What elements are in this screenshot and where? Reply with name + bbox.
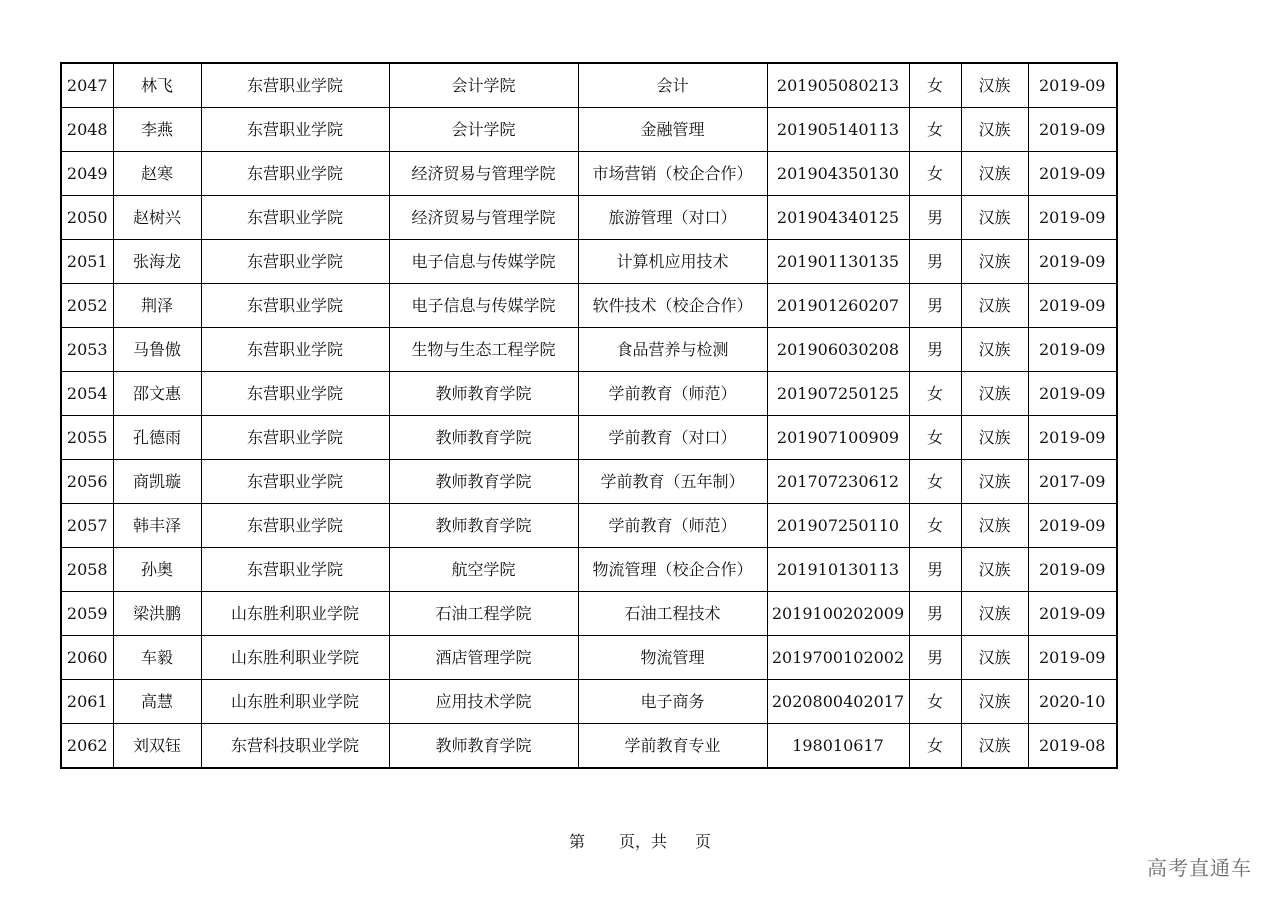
cell-name: 商凯璇 (113, 460, 201, 504)
cell-gender: 男 (909, 636, 961, 680)
cell-name: 韩丰泽 (113, 504, 201, 548)
table-row (61, 504, 1117, 548)
cell-gender: 女 (909, 372, 961, 416)
cell-seq-no: 2060 (61, 636, 113, 680)
cell-college: 应用技术学院 (389, 680, 578, 724)
cell-seq-no: 2049 (61, 152, 113, 196)
cell-school: 东营职业学院 (201, 372, 389, 416)
cell-enroll-date: 2019-09 (1028, 108, 1117, 152)
cell-enroll-date: 2019-09 (1028, 548, 1117, 592)
cell-gender: 男 (909, 328, 961, 372)
cell-school: 山东胜利职业学院 (201, 592, 389, 636)
cell-college: 经济贸易与管理学院 (389, 196, 578, 240)
cell-name: 李燕 (113, 108, 201, 152)
cell-student-id: 2020800402017 (767, 680, 909, 724)
cell-ethnicity: 汉族 (961, 504, 1028, 548)
cell-name: 张海龙 (113, 240, 201, 284)
cell-enroll-date: 2019-09 (1028, 152, 1117, 196)
cell-name: 林飞 (113, 63, 201, 108)
cell-enroll-date: 2019-09 (1028, 196, 1117, 240)
cell-name: 孔德雨 (113, 416, 201, 460)
cell-student-id: 2019700102002 (767, 636, 909, 680)
table-row (61, 240, 1117, 284)
cell-enroll-date: 2019-08 (1028, 724, 1117, 769)
cell-enroll-date: 2020-10 (1028, 680, 1117, 724)
cell-student-id: 201901260207 (767, 284, 909, 328)
cell-student-id: 201906030208 (767, 328, 909, 372)
cell-college: 教师教育学院 (389, 416, 578, 460)
cell-major: 食品营养与检测 (578, 328, 767, 372)
table-row (61, 592, 1117, 636)
cell-ethnicity: 汉族 (961, 548, 1028, 592)
table-body (61, 63, 1117, 768)
cell-ethnicity: 汉族 (961, 680, 1028, 724)
cell-major: 市场营销（校企合作） (578, 152, 767, 196)
cell-name: 马鲁傲 (113, 328, 201, 372)
cell-school: 东营职业学院 (201, 108, 389, 152)
cell-ethnicity: 汉族 (961, 416, 1028, 460)
cell-seq-no: 2059 (61, 592, 113, 636)
cell-major: 旅游管理（对口） (578, 196, 767, 240)
cell-enroll-date: 2019-09 (1028, 636, 1117, 680)
cell-gender: 男 (909, 592, 961, 636)
cell-ethnicity: 汉族 (961, 460, 1028, 504)
cell-gender: 女 (909, 724, 961, 769)
cell-name: 赵寒 (113, 152, 201, 196)
cell-college: 教师教育学院 (389, 504, 578, 548)
cell-ethnicity: 汉族 (961, 108, 1028, 152)
cell-student-id: 201904340125 (767, 196, 909, 240)
cell-seq-no: 2055 (61, 416, 113, 460)
cell-seq-no: 2062 (61, 724, 113, 769)
cell-major: 石油工程技术 (578, 592, 767, 636)
cell-college: 酒店管理学院 (389, 636, 578, 680)
table-row (61, 724, 1117, 769)
cell-college: 经济贸易与管理学院 (389, 152, 578, 196)
cell-gender: 男 (909, 548, 961, 592)
page-footer (0, 829, 1280, 852)
cell-student-id: 201907250125 (767, 372, 909, 416)
cell-school: 东营职业学院 (201, 460, 389, 504)
cell-student-id: 201904350130 (767, 152, 909, 196)
cell-ethnicity: 汉族 (961, 372, 1028, 416)
cell-ethnicity: 汉族 (961, 328, 1028, 372)
cell-gender: 女 (909, 460, 961, 504)
cell-gender: 男 (909, 240, 961, 284)
cell-name: 邵文惠 (113, 372, 201, 416)
table-row (61, 636, 1117, 680)
student-table (60, 62, 1118, 769)
cell-school: 山东胜利职业学院 (201, 680, 389, 724)
cell-ethnicity: 汉族 (961, 284, 1028, 328)
cell-ethnicity: 汉族 (961, 240, 1028, 284)
cell-college: 会计学院 (389, 108, 578, 152)
table-row (61, 328, 1117, 372)
table-row (61, 548, 1117, 592)
table-row (61, 372, 1117, 416)
cell-gender: 女 (909, 504, 961, 548)
cell-enroll-date: 2019-09 (1028, 372, 1117, 416)
cell-name: 荆泽 (113, 284, 201, 328)
page-separator: 页，共 (618, 832, 667, 851)
cell-student-id: 201905140113 (767, 108, 909, 152)
cell-name: 梁洪鹏 (113, 592, 201, 636)
cell-student-id: 201910130113 (767, 548, 909, 592)
cell-gender: 女 (909, 416, 961, 460)
cell-ethnicity: 汉族 (961, 63, 1028, 108)
cell-major: 计算机应用技术 (578, 240, 767, 284)
cell-seq-no: 2056 (61, 460, 113, 504)
cell-seq-no: 2058 (61, 548, 113, 592)
cell-college: 会计学院 (389, 63, 578, 108)
cell-name: 车毅 (113, 636, 201, 680)
cell-major: 学前教育（师范） (578, 504, 767, 548)
cell-major: 学前教育（对口） (578, 416, 767, 460)
cell-name: 孙奥 (113, 548, 201, 592)
cell-school: 山东胜利职业学院 (201, 636, 389, 680)
cell-major: 学前教育专业 (578, 724, 767, 769)
cell-seq-no: 2057 (61, 504, 113, 548)
cell-school: 东营职业学院 (201, 328, 389, 372)
table-row (61, 196, 1117, 240)
cell-school: 东营职业学院 (201, 152, 389, 196)
table-row (61, 284, 1117, 328)
table-row (61, 63, 1117, 108)
cell-college: 电子信息与传媒学院 (389, 284, 578, 328)
cell-enroll-date: 2019-09 (1028, 284, 1117, 328)
cell-gender: 女 (909, 152, 961, 196)
cell-name: 刘双钰 (113, 724, 201, 769)
cell-student-id: 198010617 (767, 724, 909, 769)
cell-seq-no: 2050 (61, 196, 113, 240)
cell-seq-no: 2052 (61, 284, 113, 328)
cell-student-id: 201901130135 (767, 240, 909, 284)
cell-enroll-date: 2019-09 (1028, 240, 1117, 284)
cell-school: 东营职业学院 (201, 548, 389, 592)
total-pages-label: 页 (695, 832, 712, 851)
cell-gender: 女 (909, 680, 961, 724)
table-row (61, 680, 1117, 724)
cell-name: 赵树兴 (113, 196, 201, 240)
cell-college: 石油工程学院 (389, 592, 578, 636)
cell-ethnicity: 汉族 (961, 636, 1028, 680)
cell-student-id: 2019100202009 (767, 592, 909, 636)
cell-major: 电子商务 (578, 680, 767, 724)
cell-school: 东营职业学院 (201, 284, 389, 328)
cell-college: 教师教育学院 (389, 372, 578, 416)
cell-major: 学前教育（师范） (578, 372, 767, 416)
cell-enroll-date: 2019-09 (1028, 63, 1117, 108)
cell-enroll-date: 2019-09 (1028, 416, 1117, 460)
cell-gender: 男 (909, 284, 961, 328)
cell-ethnicity: 汉族 (961, 592, 1028, 636)
cell-ethnicity: 汉族 (961, 724, 1028, 769)
table-row (61, 108, 1117, 152)
cell-enroll-date: 2019-09 (1028, 328, 1117, 372)
cell-school: 东营科技职业学院 (201, 724, 389, 769)
cell-major: 物流管理 (578, 636, 767, 680)
cell-school: 东营职业学院 (201, 196, 389, 240)
cell-seq-no: 2053 (61, 328, 113, 372)
cell-school: 东营职业学院 (201, 240, 389, 284)
cell-seq-no: 2061 (61, 680, 113, 724)
cell-major: 会计 (578, 63, 767, 108)
cell-college: 电子信息与传媒学院 (389, 240, 578, 284)
cell-ethnicity: 汉族 (961, 152, 1028, 196)
cell-student-id: 201707230612 (767, 460, 909, 504)
cell-gender: 女 (909, 108, 961, 152)
cell-student-id: 201905080213 (767, 63, 909, 108)
cell-student-id: 201907250110 (767, 504, 909, 548)
cell-school: 东营职业学院 (201, 416, 389, 460)
page-label: 第 (568, 832, 585, 851)
cell-major: 学前教育（五年制） (578, 460, 767, 504)
cell-seq-no: 2051 (61, 240, 113, 284)
cell-gender: 女 (909, 63, 961, 108)
cell-seq-no: 2048 (61, 108, 113, 152)
cell-college: 教师教育学院 (389, 724, 578, 769)
cell-enroll-date: 2019-09 (1028, 592, 1117, 636)
cell-major: 软件技术（校企合作） (578, 284, 767, 328)
table-row (61, 416, 1117, 460)
cell-enroll-date: 2017-09 (1028, 460, 1117, 504)
cell-major: 物流管理（校企合作） (578, 548, 767, 592)
cell-school: 东营职业学院 (201, 504, 389, 548)
cell-gender: 男 (909, 196, 961, 240)
cell-college: 生物与生态工程学院 (389, 328, 578, 372)
cell-ethnicity: 汉族 (961, 196, 1028, 240)
watermark-text: 高考直通车 (1147, 856, 1252, 880)
cell-student-id: 201907100909 (767, 416, 909, 460)
cell-school: 东营职业学院 (201, 63, 389, 108)
cell-name: 高慧 (113, 680, 201, 724)
cell-seq-no: 2047 (61, 63, 113, 108)
cell-college: 教师教育学院 (389, 460, 578, 504)
cell-seq-no: 2054 (61, 372, 113, 416)
cell-major: 金融管理 (578, 108, 767, 152)
table-row (61, 460, 1117, 504)
cell-college: 航空学院 (389, 548, 578, 592)
cell-enroll-date: 2019-09 (1028, 504, 1117, 548)
table-row (61, 152, 1117, 196)
